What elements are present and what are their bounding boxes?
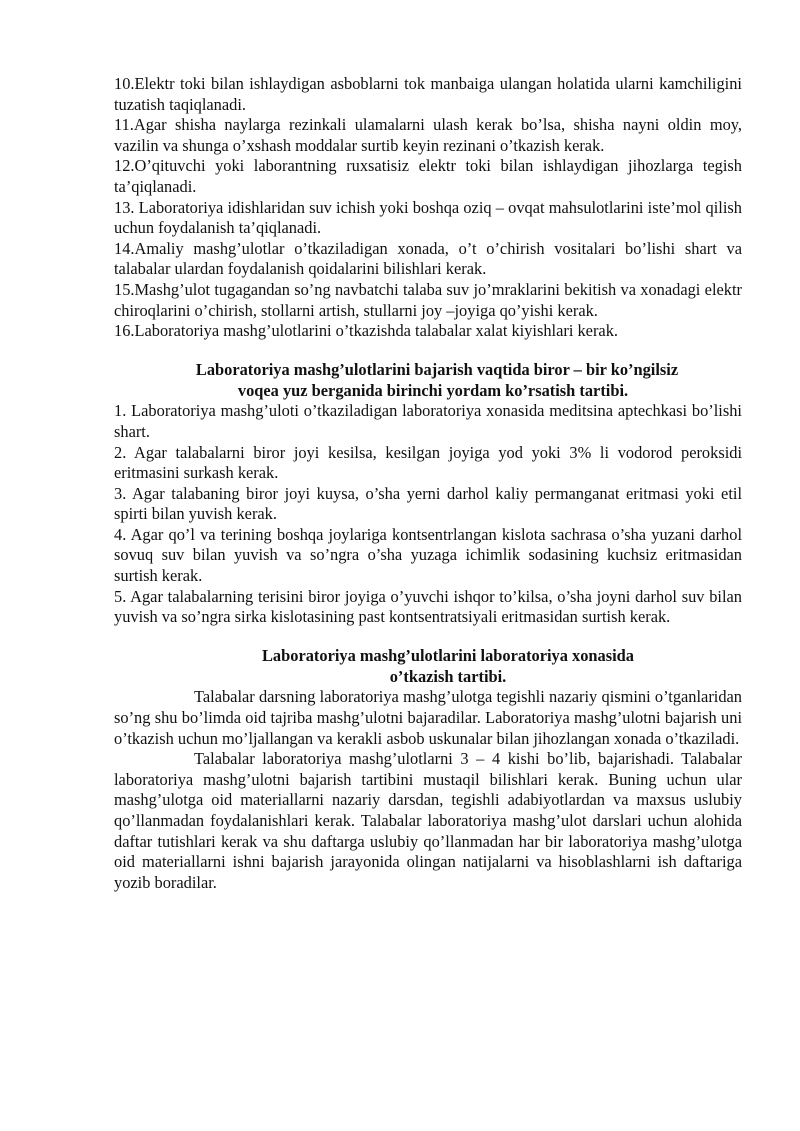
rule-10: 10.Elektr toki bilan ishlaydigan asboblarni tok manbaiga ulangan holatida ularni kamchiligini tuzatish taqiqlanadi. [114, 74, 742, 114]
procedure-heading-line-1: Laboratoriya mashg’ulotlarini laboratoriya xonasida [262, 645, 634, 665]
first-aid-item-5: 5. Agar talabalarning terisini biror joyiga o’yuvchi ishqor to’kilsa, o’sha joyni darhol suv bilan yuvish va so’ngra sirka kislotasining past kontsentratsiyali eritmasidan surtish kerak. [114, 586, 742, 627]
rule-16: 16.Laboratoriya mashg’ulotlarini o’tkazishda talabalar xalat kiyishlari kerak. [114, 321, 618, 341]
first-aid-item-3: 3. Agar talabaning biror joyi kuysa, o’sha yerni darhol kaliy permanganat eritmasi yoki etil spirti bilan yuvish kerak. [114, 483, 742, 524]
first-aid-heading-line-1: Laboratoriya mashg’ulotlarini bajarish vaqtida biror – bir ko’ngilsiz [195, 359, 679, 379]
first-aid-item-2: 2. Agar talabalarni biror joyi kesilsa, kesilgan joyiga yod yoki 3% li vodorod peroksidi eritmasini surkash kerak. [114, 442, 742, 483]
procedure-paragraph-1: Talabalar darsning laboratoriya mashg’ulotga tegishli nazariy qismini o’tganlaridan so’ng shu bo’limda oid tajriba mashg’ulotni bajaradilar. Laboratoriya mashg’ulotni bajarish uni o’tkazish uchun mo’ljallangan va kerakli asbob uskunalar bilan jihozlangan xonada o’tkaziladi. [114, 687, 742, 748]
rule-14: 14.Amaliy mashg’ulotlar o’tkaziladigan xonada, o’t o’chirish vositalari bo’lishi shart va talabalar ulardan foydalanish qoidalarini bilishlari kerak. [114, 238, 742, 279]
rule-12: 12.O’qituvchi yoki laborantning ruxsatisiz elektr toki bilan ishlaydigan jihozlarga tegish ta’qiqlanadi. [114, 156, 742, 196]
procedure-heading-line-2: o’tkazish tartibi. [389, 666, 507, 686]
document-page [114, 74, 742, 893]
first-aid-item-1: 1. Laboratoriya mashg’uloti o’tkaziladigan laboratoriya xonasida meditsina aptechkasi bo’lishi shart. [114, 401, 742, 441]
rule-13: 13. Laboratoriya idishlaridan suv ichish yoki boshqa oziq – ovqat mahsulotlarini iste’mol qilish uchun foydalanish ta’qiqlanadi. [114, 197, 742, 238]
rule-15: 15.Mashg’ulot tugagandan so’ng navbatchi talaba suv jo’mraklarini bekitish va xonadagi elektr chiroqlarini o’chirish, stollarni artish, stullarni joy –joyiga qo’yishi kerak. [114, 279, 742, 320]
rule-11: 11.Agar shisha naylarga rezinkali ulamalarni ulash kerak bo’lsa, shisha nayni oldin moy, vazilin va shunga o’xshash moddalar surtib keyin rezinani o’tkazish kerak. [114, 115, 742, 155]
procedure-paragraph-2: Talabalar laboratoriya mashg’ulotlarni 3 – 4 kishi bo’lib, bajarishadi. Talabalar laboratoriya mashg’ulotni bajarish tartibini mustaqil bilishlari kerak. Buning uchun ular mashg’ulotga oid materiallarni nazariy darsdan, tegishli adabiyotlardan va maxsus uslubiy qo’llanmadan foydalanishlari kerak. Talabalar laboratoriya mashg’ulot darslari uchun alohida daftar tutishlari kerak va shu daftarga uslubiy qo’llanmadan har bir laboratoriya mashg’ulotga oid materiallarni ishni bajarish jarayonida olingan natijalarni va hisoblashlarni ish daftariga yozib boradilar. [114, 749, 742, 892]
spacer [114, 628, 742, 646]
first-aid-heading-line-2: voqea yuz berganida birinchi yordam ko’rsatish tartibi. [237, 380, 629, 400]
spacer [114, 342, 742, 360]
first-aid-item-4: 4. Agar qo’l va terining boshqa joylariga kontsentrlangan kislota sachrasa o’sha yuzani darhol sovuq suv bilan yuvish va so’ngra o’sha yuzaga ichimlik sodasining kuchsiz eritmasidan surtish kerak. [114, 524, 742, 586]
